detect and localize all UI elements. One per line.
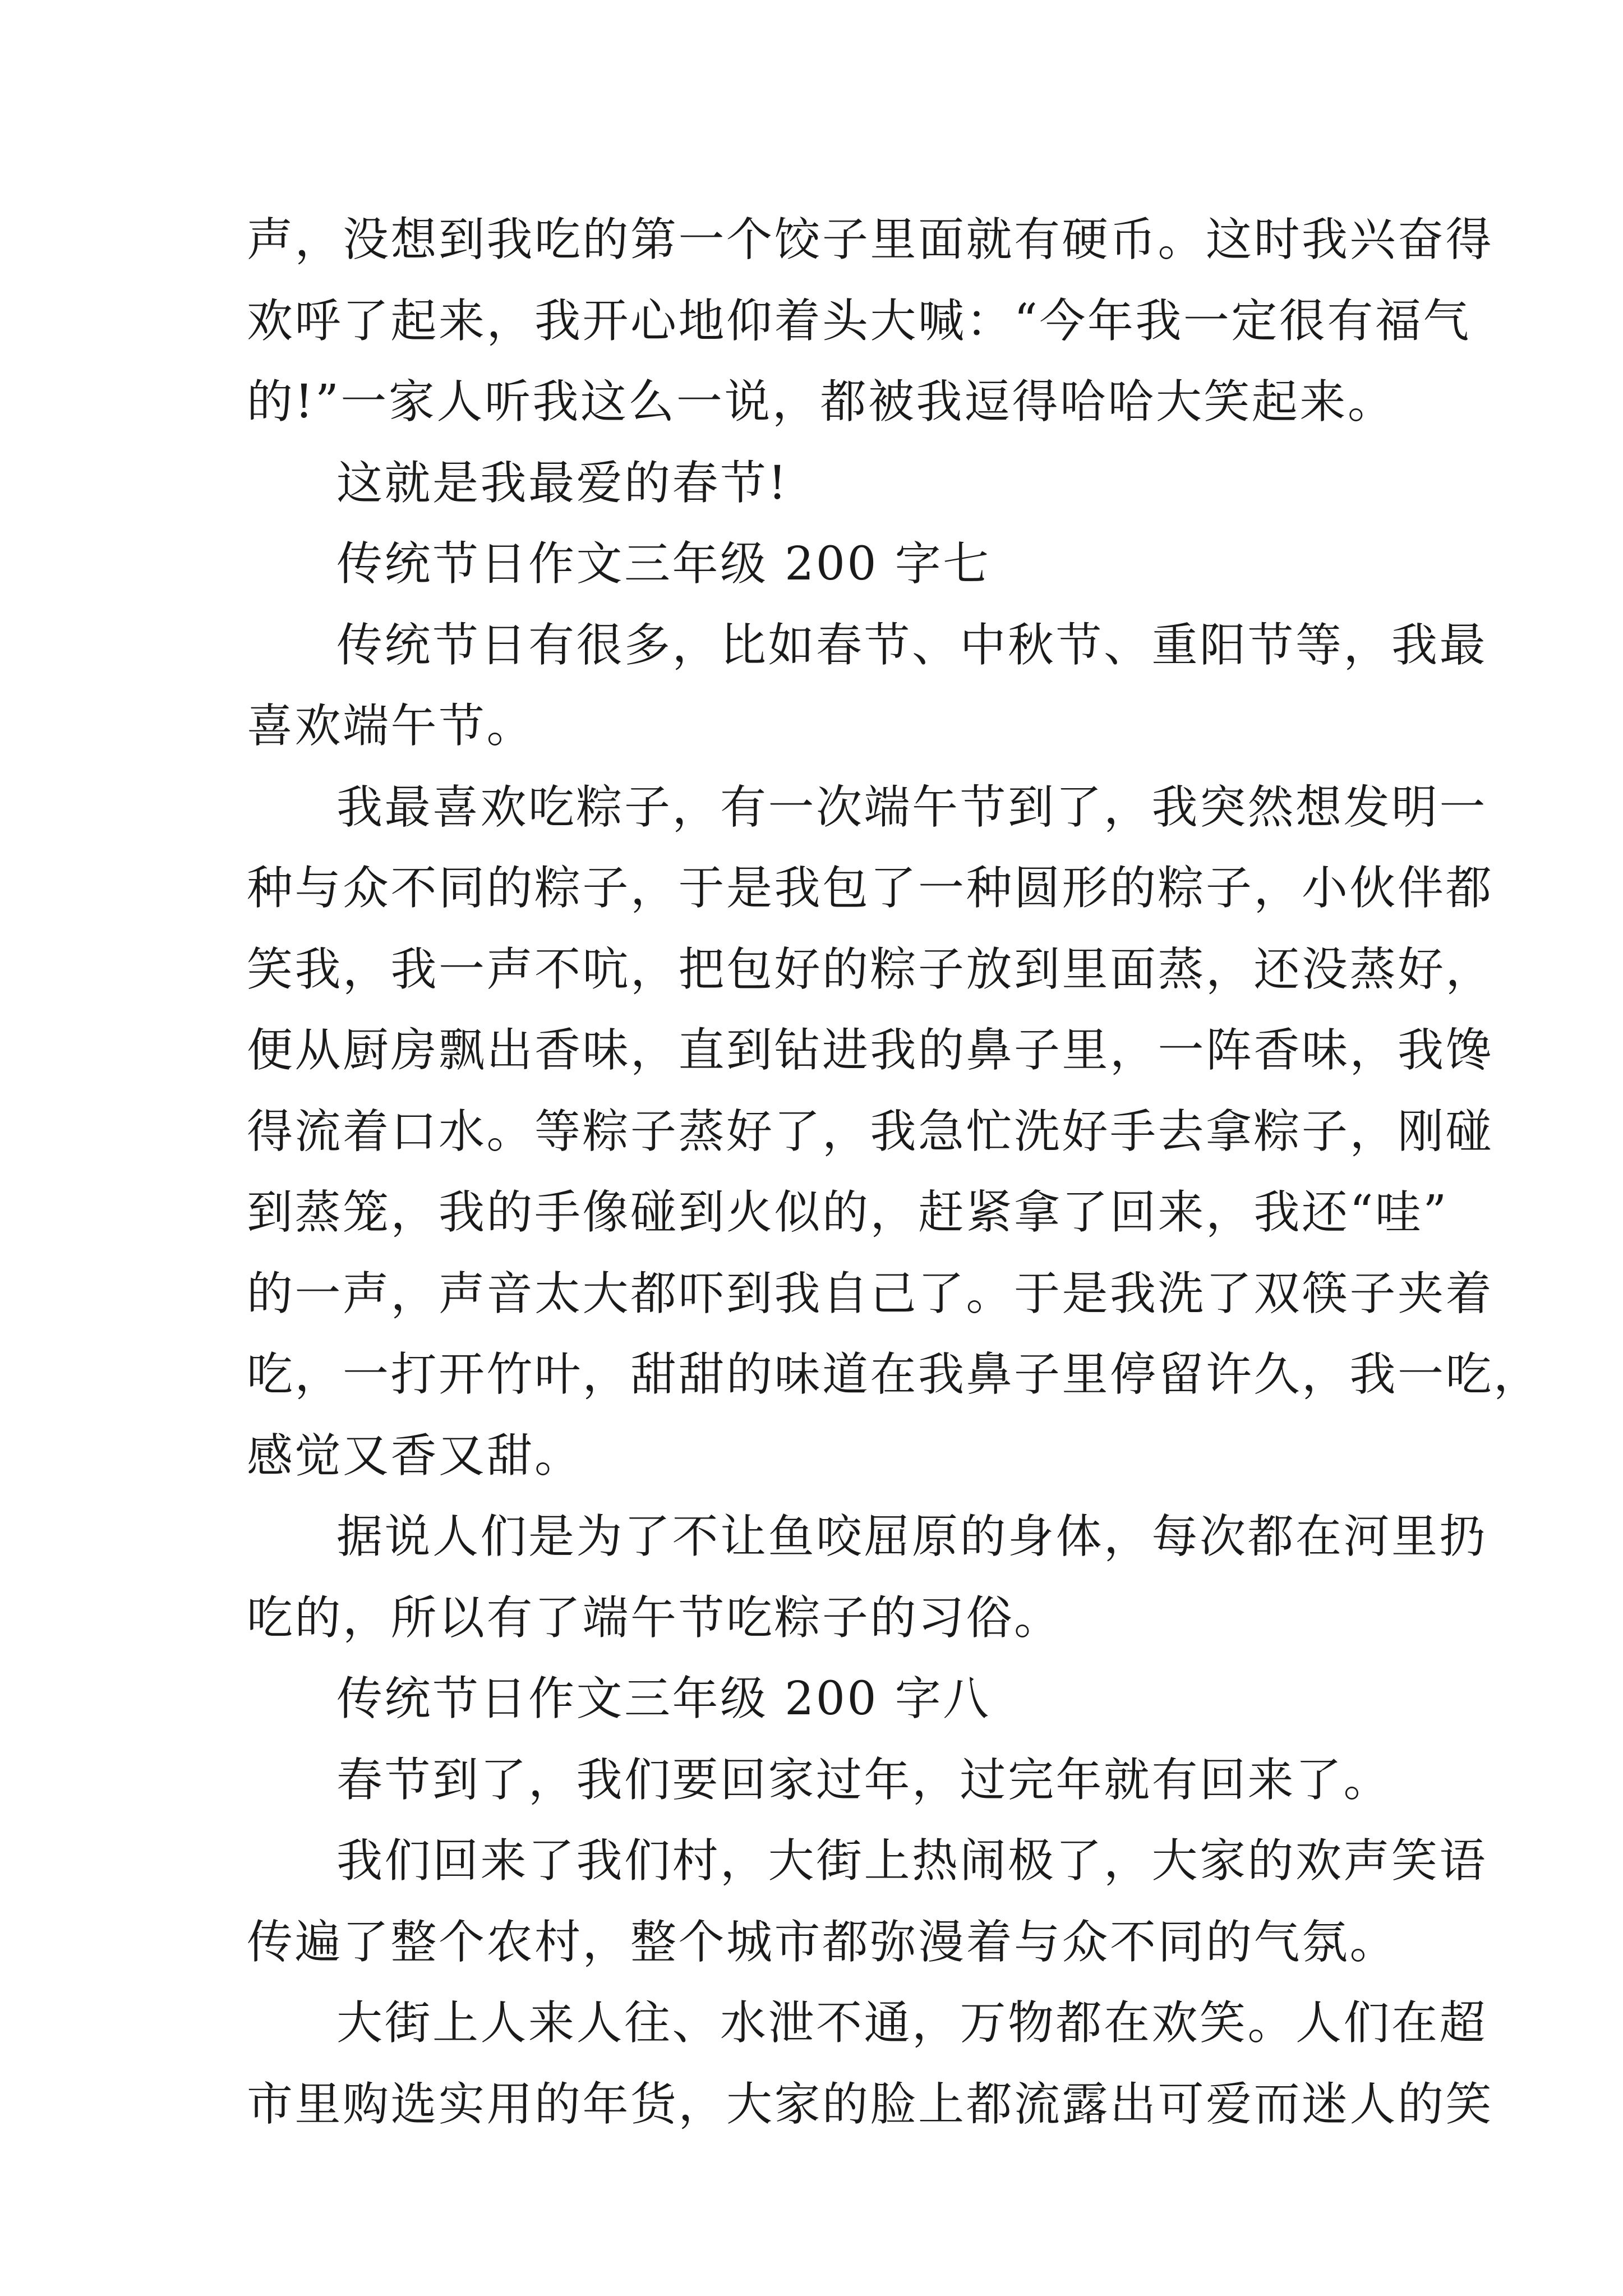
text-line: 市里购选实用的年货，大家的脸上都流露出可爱而迷人的笑 <box>247 2077 1494 2131</box>
text-line: 笑我，我一声不吭，把包好的粽子放到里面蒸，还没蒸好， <box>247 942 1494 996</box>
paragraph-line: 大街上人来人往、水泄不通，万物都在欢笑。人们在超 <box>336 1996 1488 2050</box>
text-line: 喜欢端午节。 <box>247 700 535 753</box>
body-text <box>247 200 1542 2145</box>
text-line: 的一声，声音太大都吓到我自己了。于是我洗了双筷子夹着 <box>247 1267 1494 1320</box>
section-heading: 传统节日作文三年级 200 字七 <box>336 537 991 591</box>
text-line: 声，没想到我吃的第一个饺子里面就有硬币。这时我兴奋得 <box>247 213 1494 266</box>
text-line: 的!”一家人听我这么一说，都被我逗得哈哈大笑起来。 <box>247 375 1396 429</box>
text-line: 种与众不同的粽子，于是我包了一种圆形的粽子，小伙伴都 <box>247 862 1494 915</box>
paragraph-line: 春节到了，我们要回家过年，过完年就有回来了。 <box>336 1753 1392 1807</box>
text-line: 到蒸笼，我的手像碰到火似的，赶紧拿了回来，我还“哇” <box>247 1186 1449 1239</box>
text-line: 感觉又香又甜。 <box>247 1429 583 1483</box>
paragraph-line: 我最喜欢吃粽子，有一次端午节到了，我突然想发明一 <box>336 780 1488 834</box>
text-line: 吃，一打开竹叶，甜甜的味道在我鼻子里停留许久，我一吃， <box>247 1348 1542 1401</box>
section-heading: 传统节日作文三年级 200 字八 <box>336 1672 991 1726</box>
paragraph-line: 传统节日有很多，比如春节、中秋节、重阳节等，我最 <box>336 618 1488 672</box>
paragraph-line: 据说人们是为了不让鱼咬屈原的身体，每次都在河里扔 <box>336 1510 1488 1563</box>
text-line: 吃的，所以有了端午节吃粽子的习俗。 <box>247 1591 1062 1645</box>
text-line: 传遍了整个农村，整个城市都弥漫着与众不同的气氛。 <box>247 1915 1398 1969</box>
paragraph-line: 我们回来了我们村，大街上热闹极了，大家的欢声笑语 <box>336 1834 1488 1888</box>
text-line: 得流着口水。等粽子蒸好了，我急忙洗好手去拿粽子，刚碰 <box>247 1105 1494 1158</box>
text-line: 欢呼了起来，我开心地仰着头大喊：“今年我一定很有福气 <box>247 294 1471 348</box>
text-line: 便从厨房飘出香味，直到钻进我的鼻子里，一阵香味，我馋 <box>247 1024 1494 1077</box>
paragraph-line: 这就是我最爱的春节! <box>336 456 789 510</box>
